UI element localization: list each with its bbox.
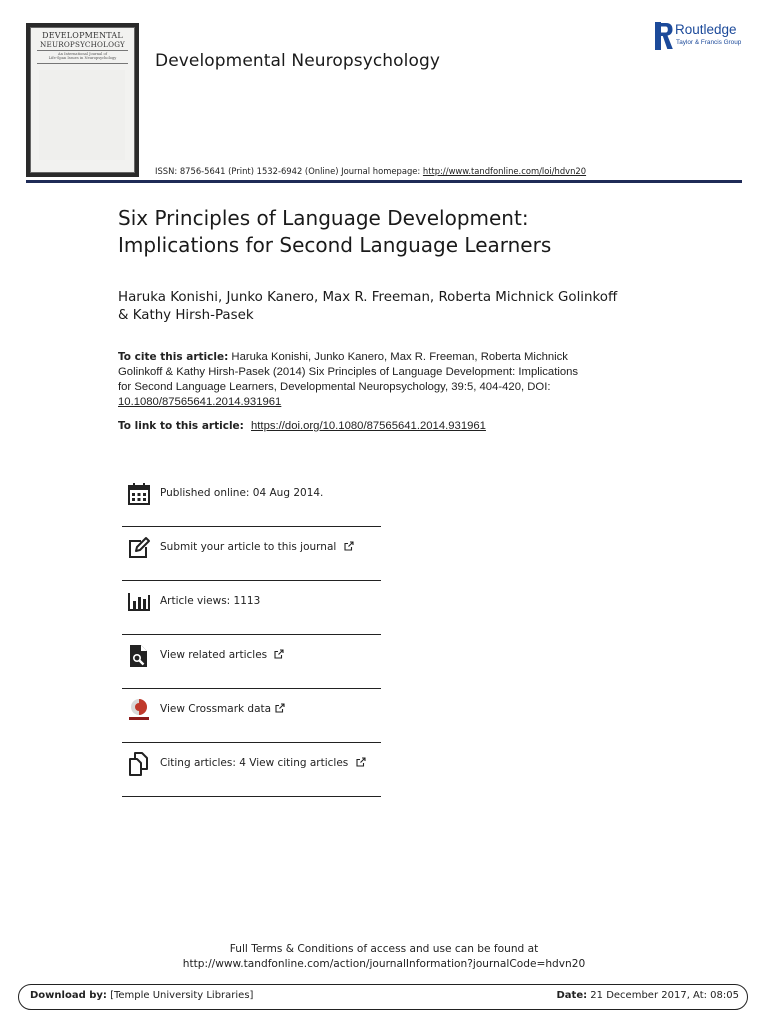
- crossmark-icon: [127, 698, 151, 722]
- article-views-text: Article views: 1113: [160, 595, 261, 607]
- cover-subtitle: [35, 52, 130, 61]
- article-title-line2: Implications for Second Language Learners: [118, 233, 552, 257]
- citing-articles-icon: [127, 752, 151, 776]
- authors-line2: & Kathy Hirsh-Pasek: [118, 308, 254, 323]
- article-views-item: [122, 581, 381, 635]
- article-link-label: To link to this article:: [118, 420, 244, 432]
- citation-doi-link[interactable]: 10.1080/87565641.2014.931961: [118, 396, 282, 408]
- cover-title: [33, 31, 132, 49]
- authors-line1: Haruka Konishi, Junko Kanero, Max R. Freeman, Roberta Michnick Golinkoff: [118, 290, 618, 305]
- header-divider: [26, 180, 742, 183]
- submit-article-item[interactable]: [122, 527, 381, 581]
- download-info-bar: [18, 984, 748, 1010]
- citation-block: [118, 350, 638, 410]
- download-label: Download by:: [30, 990, 107, 1001]
- citation-text-3: for Second Language Learners, Developmental Neuropsychology, 39:5, 404-420, DOI:: [118, 381, 551, 393]
- article-authors: [118, 289, 678, 325]
- download-date: [557, 990, 740, 1001]
- article-info-list: [122, 473, 381, 797]
- terms-url[interactable]: http://www.tandfonline.com/action/journalInformation?journalCode=hdvn20: [182, 958, 586, 970]
- download-value: [Temple University Libraries]: [106, 990, 254, 1001]
- journal-name: Developmental Neuropsychology: [155, 51, 441, 71]
- publisher-group: Taylor & Francis Group: [676, 39, 742, 46]
- search-document-icon: [127, 644, 151, 668]
- bar-chart-icon: [127, 590, 151, 614]
- issn-line: [155, 166, 586, 176]
- terms-line1: Full Terms & Conditions of access and use can be found at: [229, 943, 539, 955]
- cover-subtitle-line2: Life-Span Issues in Neuropsychology: [48, 56, 117, 61]
- cover-rule-top: [37, 50, 128, 51]
- external-link-icon: [275, 703, 285, 713]
- related-articles-link[interactable]: View related articles: [160, 649, 268, 661]
- journal-cover: [26, 23, 139, 177]
- citation-text-1: Haruka Konishi, Junko Kanero, Max R. Freeman, Roberta Michnick: [228, 351, 568, 363]
- routledge-logo-icon[interactable]: [655, 22, 673, 50]
- external-link-icon: [356, 757, 366, 767]
- external-link-icon: [344, 541, 354, 551]
- cover-texture: [39, 70, 125, 160]
- submit-article-link[interactable]: Submit your article to this journal: [160, 541, 337, 553]
- cover-rule-bottom: [37, 63, 128, 64]
- article-title: [118, 205, 678, 259]
- cover-title-line1: DEVELOPMENTAL: [42, 31, 123, 40]
- download-by: [30, 990, 253, 1001]
- citation-label: To cite this article:: [118, 351, 229, 363]
- calendar-icon: [127, 482, 151, 506]
- terms-notice: [0, 942, 768, 972]
- article-title-line1: Six Principles of Language Development:: [118, 206, 529, 230]
- journal-homepage-link[interactable]: http://www.tandfonline.com/loi/hdvn20: [422, 166, 587, 176]
- crossmark-link[interactable]: View Crossmark data: [160, 703, 272, 715]
- date-label: Date:: [556, 990, 588, 1001]
- publisher-name[interactable]: Routledge: [675, 22, 737, 37]
- journal-cover-page: [30, 27, 135, 173]
- article-link-line: [118, 419, 678, 434]
- issn-text: ISSN: 8756-5641 (Print) 1532-6942 (Online) Journal homepage:: [155, 166, 423, 176]
- published-online-item: [122, 473, 381, 527]
- citing-articles-item[interactable]: [122, 743, 381, 797]
- related-articles-item[interactable]: [122, 635, 381, 689]
- cover-subtitle-line1: An International Journal of: [58, 52, 107, 56]
- crossmark-item[interactable]: [122, 689, 381, 743]
- date-value: 21 December 2017, At: 08:05: [587, 990, 739, 1001]
- citing-articles-link[interactable]: Citing articles: 4 View citing articles: [160, 757, 349, 769]
- edit-icon: [127, 536, 151, 560]
- citation-text-2: Golinkoff & Kathy Hirsh-Pasek (2014) Six Principles of Language Development: Implications: [118, 366, 579, 378]
- article-link-url[interactable]: https://doi.org/10.1080/87565641.2014.931961: [251, 420, 486, 432]
- published-online-text: Published online: 04 Aug 2014.: [160, 487, 324, 499]
- external-link-icon: [274, 649, 284, 659]
- cover-title-line2: NEUROPSYCHOLOGY: [40, 40, 125, 49]
